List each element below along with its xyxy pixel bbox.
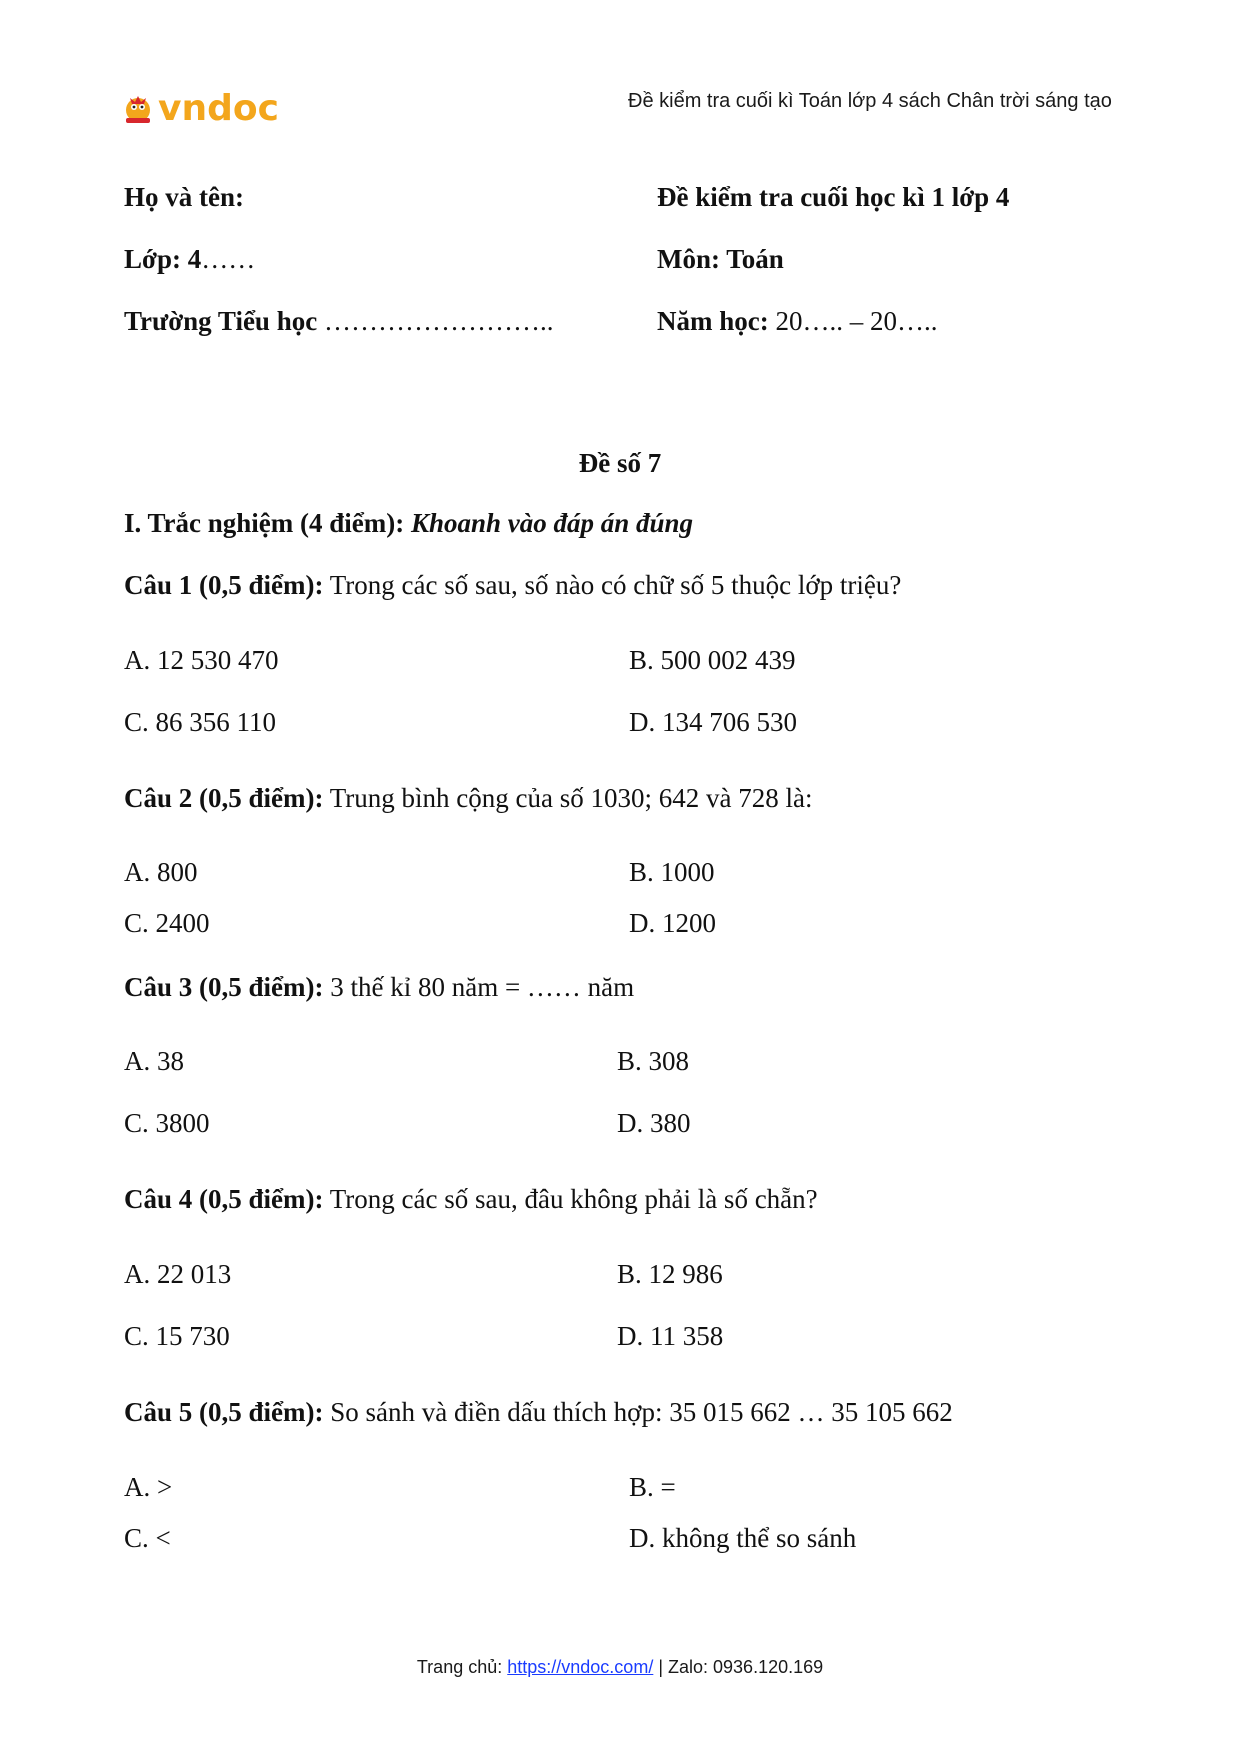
class-label: Lớp: 4 [124, 244, 202, 274]
question-text: Trung bình cộng của số 1030; 642 và 728 là: [323, 783, 813, 813]
footer-prefix: Trang chủ: [416, 1657, 508, 1677]
question-text: Trong các số sau, số nào có chữ số 5 thuộc lớp triệu? [323, 570, 902, 600]
option-a: A. 22 013 [124, 1259, 232, 1289]
mascot-icon [122, 92, 154, 126]
school-dots: …………………….. [317, 306, 554, 336]
name-label: Họ và tên: [124, 182, 244, 212]
option-d: D. không thể so sánh [629, 1523, 857, 1553]
option-c: C. 86 356 110 [124, 707, 277, 737]
question-3 [124, 972, 634, 1003]
question-text: Trong các số sau, đâu không phải là số chẵn? [323, 1184, 818, 1214]
option-b: B. 12 986 [617, 1259, 723, 1289]
class-field [124, 244, 255, 275]
homepage-link[interactable]: https://vndoc.com/ [507, 1657, 654, 1677]
question-1 [124, 570, 901, 601]
question-text: So sánh và điền dấu thích hợp: 35 015 662 … 35 105 662 [323, 1397, 953, 1427]
option-a: A. > [124, 1472, 173, 1502]
year-label: Năm học: [657, 306, 769, 336]
option-d: D. 1200 [629, 908, 716, 938]
school-label: Trường Tiểu học [124, 306, 318, 336]
school-field [124, 306, 553, 337]
question-label: Câu 1 (0,5 điểm): [124, 570, 324, 600]
vndoc-logo [122, 88, 279, 129]
question-label: Câu 2 (0,5 điểm): [124, 783, 324, 813]
year-value: 20….. – 20….. [768, 306, 938, 336]
question-5 [124, 1397, 953, 1428]
question-label: Câu 3 (0,5 điểm): [124, 972, 324, 1002]
option-c: C. 15 730 [124, 1321, 230, 1351]
footer-contact: | Zalo: 0936.120.169 [653, 1657, 824, 1677]
option-b: B. 500 002 439 [629, 645, 796, 675]
option-d: D. 380 [617, 1108, 691, 1138]
test-title: Đề số 7 [578, 448, 662, 478]
subject-label: Môn: Toán [657, 244, 784, 274]
question-2 [124, 783, 812, 814]
document-header-title: Đề kiểm tra cuối kì Toán lớp 4 sách Chân trời sáng tạo [628, 90, 1112, 112]
option-b: B. 308 [617, 1046, 690, 1076]
option-a: A. 38 [124, 1046, 184, 1076]
class-dots: …… [201, 244, 256, 274]
question-label: Câu 4 (0,5 điểm): [124, 1184, 324, 1214]
exam-title: Đề kiểm tra cuối học kì 1 lớp 4 [657, 182, 1010, 212]
page-footer [0, 1657, 1240, 1678]
logo-text: vndoc [158, 88, 279, 129]
school-year [657, 306, 937, 337]
option-c: C. 3800 [124, 1108, 210, 1138]
option-a: A. 800 [124, 857, 198, 887]
option-c: C. < [124, 1523, 171, 1553]
option-c: C. 2400 [124, 908, 210, 938]
section-instruction: Khoanh vào đáp án đúng [410, 508, 694, 538]
option-b: B. = [629, 1472, 676, 1502]
question-4 [124, 1184, 818, 1215]
section-heading [124, 508, 693, 539]
question-label: Câu 5 (0,5 điểm): [124, 1397, 324, 1427]
option-a: A. 12 530 470 [124, 645, 279, 675]
option-d: D. 11 358 [617, 1321, 724, 1351]
option-b: B. 1000 [629, 857, 715, 887]
section-label: I. Trắc nghiệm (4 điểm): [124, 508, 405, 538]
question-text: 3 thế kỉ 80 năm = …… năm [323, 972, 635, 1002]
option-d: D. 134 706 530 [629, 707, 797, 737]
